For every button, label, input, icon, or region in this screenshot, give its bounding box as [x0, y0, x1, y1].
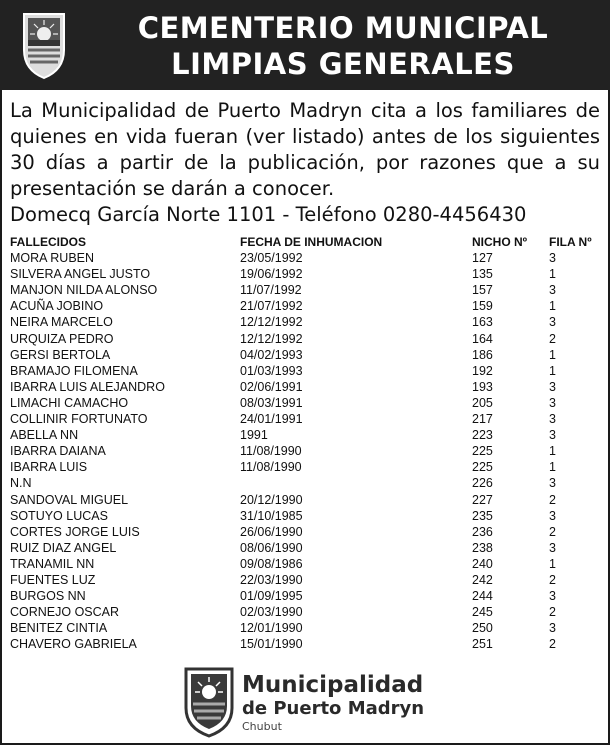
fallecido-cell: BRAMAJO FILOMENA: [10, 363, 138, 378]
table-row: [10, 427, 600, 443]
table-row: [10, 459, 600, 475]
nicho-cell: 242: [472, 572, 493, 587]
fila-cell: 3: [549, 621, 556, 636]
table-row: [10, 443, 600, 459]
fila-cell: 3: [549, 476, 556, 491]
nicho-cell: 225: [472, 460, 493, 475]
page-title: [88, 10, 598, 82]
fallecido-cell: CHAVERO GABRIELA: [10, 637, 137, 652]
fallecido-cell: GERSI BERTOLA: [10, 347, 111, 362]
fecha-cell: 20/12/1990: [240, 492, 303, 507]
fecha-cell: 24/01/1991: [240, 412, 303, 427]
fecha-cell: 04/02/1993: [240, 347, 303, 362]
intro-text: La Municipalidad de Puerto Madryn cita a los familiares de quienes en vida fueran (ver listado) antes de los siguientes 30 días a partir de la publicación, por razones que a su presentación se darán a conocer.: [10, 99, 600, 200]
fila-cell: 2: [549, 637, 556, 652]
table-row: [10, 282, 600, 298]
table-row: [10, 620, 600, 636]
title-line-1: CEMENTERIO MUNICIPAL: [137, 11, 549, 45]
fila-cell: 1: [549, 363, 556, 378]
fallecido-cell: MORA RUBEN: [10, 251, 95, 266]
fallecido-cell: TRANAMIL NN: [10, 556, 95, 571]
fallecido-cell: FUENTES LUZ: [10, 572, 96, 587]
fecha-cell: [240, 475, 472, 491]
intro-block: [10, 98, 600, 228]
deceased-table: [10, 234, 600, 652]
nicho-cell: 238: [472, 540, 493, 555]
nicho-cell: 186: [472, 347, 493, 362]
fila-cell: 1: [549, 460, 556, 475]
fila-cell: 1: [549, 267, 556, 282]
nicho-cell: 225: [472, 444, 493, 459]
fallecido-cell: ACUÑA JOBINO: [10, 299, 104, 314]
fecha-cell: 23/05/1992: [240, 251, 303, 266]
fecha-cell: 11/08/1990: [240, 444, 302, 459]
nicho-cell: 127: [472, 251, 493, 266]
fallecido-cell: URQUIZA PEDRO: [10, 331, 114, 346]
footer-brand: [242, 672, 424, 733]
fecha-cell: 12/12/1992: [240, 315, 303, 330]
fecha-cell: 08/06/1990: [240, 540, 303, 555]
fecha-cell: 19/06/1992: [240, 267, 303, 282]
fallecido-cell: IBARRA DAIANA: [10, 444, 106, 459]
fila-cell: 2: [549, 605, 556, 620]
footer-line-1: Municipalidad: [242, 672, 424, 698]
nicho-cell: 240: [472, 556, 493, 571]
fila-cell: 3: [549, 251, 556, 266]
fecha-cell: 01/09/1995: [240, 589, 303, 604]
nicho-cell: 193: [472, 379, 493, 394]
fila-cell: 3: [549, 315, 556, 330]
table-row: [10, 524, 600, 540]
table-row: [10, 572, 600, 588]
fallecido-cell: SOTUYO LUCAS: [10, 508, 108, 523]
fila-cell: 1: [549, 347, 556, 362]
fecha-cell: 26/06/1990: [240, 524, 303, 539]
fallecido-cell: SANDOVAL MIGUEL: [10, 492, 129, 507]
nicho-cell: 250: [472, 621, 493, 636]
fallecido-cell: LIMACHI CAMACHO: [10, 395, 129, 410]
fallecido-cell: RUIZ DIAZ ANGEL: [10, 540, 117, 555]
fila-cell: 2: [549, 524, 556, 539]
nicho-cell: 227: [472, 492, 493, 507]
fecha-cell: 11/08/1990: [240, 460, 302, 475]
table-header-row: [10, 234, 600, 250]
table-row: [10, 363, 600, 379]
fallecido-cell: IBARRA LUIS ALEJANDRO: [10, 379, 165, 394]
fecha-cell: 08/03/1991: [240, 395, 303, 410]
fecha-cell: 12/01/1990: [240, 621, 303, 636]
fecha-cell: 09/08/1986: [240, 556, 303, 571]
nicho-cell: 205: [472, 395, 493, 410]
footer-line-2: de Puerto Madryn: [242, 698, 425, 719]
footer-line-3: Chubut: [242, 720, 282, 733]
table-row: [10, 266, 600, 282]
fallecido-cell: ABELLA NN: [10, 428, 79, 443]
fecha-cell: 31/10/1985: [240, 508, 303, 523]
nicho-cell: 251: [472, 637, 493, 652]
table-row: [10, 556, 600, 572]
municipal-logo-icon: [183, 666, 235, 738]
table-row: [10, 395, 600, 411]
fecha-cell: 1991: [240, 428, 268, 443]
nicho-cell: 163: [472, 315, 493, 330]
nicho-cell: 244: [472, 589, 493, 604]
table-row: [10, 331, 600, 347]
fila-cell: 1: [549, 299, 556, 314]
column-header-fecha: FECHA DE INHUMACION: [240, 235, 383, 249]
table-row: [10, 411, 600, 427]
fallecido-cell: NEIRA MARCELO: [10, 315, 113, 330]
fila-cell: 3: [549, 283, 556, 298]
fila-cell: 1: [549, 556, 556, 571]
header-banner: [0, 0, 610, 90]
fila-cell: 2: [549, 492, 556, 507]
fallecido-cell: SILVERA ANGEL JUSTO: [10, 267, 151, 282]
fecha-cell: 02/06/1991: [240, 379, 303, 394]
fecha-cell: 11/07/1992: [240, 283, 302, 298]
table-row: [10, 636, 600, 652]
nicho-cell: 245: [472, 605, 493, 620]
table-row: [10, 314, 600, 330]
municipal-shield-icon: [20, 10, 68, 80]
fallecido-cell: BURGOS NN: [10, 589, 86, 604]
nicho-cell: 135: [472, 267, 493, 282]
table-row: [10, 347, 600, 363]
fallecido-cell: BENITEZ CINTIA: [10, 621, 108, 636]
fila-cell: 3: [549, 395, 556, 410]
fila-cell: 3: [549, 379, 556, 394]
table-row: [10, 298, 600, 314]
fallecido-cell: N.N: [10, 476, 32, 491]
nicho-cell: 223: [472, 428, 493, 443]
fallecido-cell: COLLINIR FORTUNATO: [10, 412, 148, 427]
table-row: [10, 475, 600, 491]
fallecido-cell: CORNEJO OSCAR: [10, 605, 120, 620]
nicho-cell: 159: [472, 299, 493, 314]
table-row: [10, 508, 600, 524]
nicho-cell: 235: [472, 508, 493, 523]
column-header-fila: FILA Nº: [549, 235, 592, 249]
column-header-nicho: NICHO Nº: [472, 235, 528, 249]
fila-cell: 3: [549, 540, 556, 555]
nicho-cell: 217: [472, 412, 493, 427]
fila-cell: 1: [549, 444, 556, 459]
fecha-cell: 22/03/1990: [240, 572, 303, 587]
fila-cell: 3: [549, 412, 556, 427]
fecha-cell: 01/03/1993: [240, 363, 303, 378]
nicho-cell: 192: [472, 363, 493, 378]
fecha-cell: 21/07/1992: [240, 299, 303, 314]
fila-cell: 2: [549, 572, 556, 587]
fila-cell: 3: [549, 589, 556, 604]
nicho-cell: 236: [472, 524, 493, 539]
table-row: [10, 250, 600, 266]
fila-cell: 3: [549, 508, 556, 523]
contact-address: Domecq García Norte 1101 - Teléfono 0280-4456430: [10, 203, 527, 226]
fecha-cell: 02/03/1990: [240, 605, 303, 620]
fallecido-cell: CORTES JORGE LUIS: [10, 524, 140, 539]
fecha-cell: 12/12/1992: [240, 331, 303, 346]
table-row: [10, 492, 600, 508]
nicho-cell: 157: [472, 283, 493, 298]
table-row: [10, 588, 600, 604]
fallecido-cell: IBARRA LUIS: [10, 460, 88, 475]
fecha-cell: 15/01/1990: [240, 637, 303, 652]
fila-cell: 3: [549, 428, 556, 443]
table-row: [10, 379, 600, 395]
fallecido-cell: MANJON NILDA ALONSO: [10, 283, 158, 298]
nicho-cell: 226: [472, 476, 493, 491]
column-header-fallecidos: FALLECIDOS: [10, 235, 87, 249]
table-row: [10, 604, 600, 620]
nicho-cell: 164: [472, 331, 493, 346]
fila-cell: 2: [549, 331, 556, 346]
table-row: [10, 540, 600, 556]
title-line-2: LIMPIAS GENERALES: [171, 47, 515, 81]
